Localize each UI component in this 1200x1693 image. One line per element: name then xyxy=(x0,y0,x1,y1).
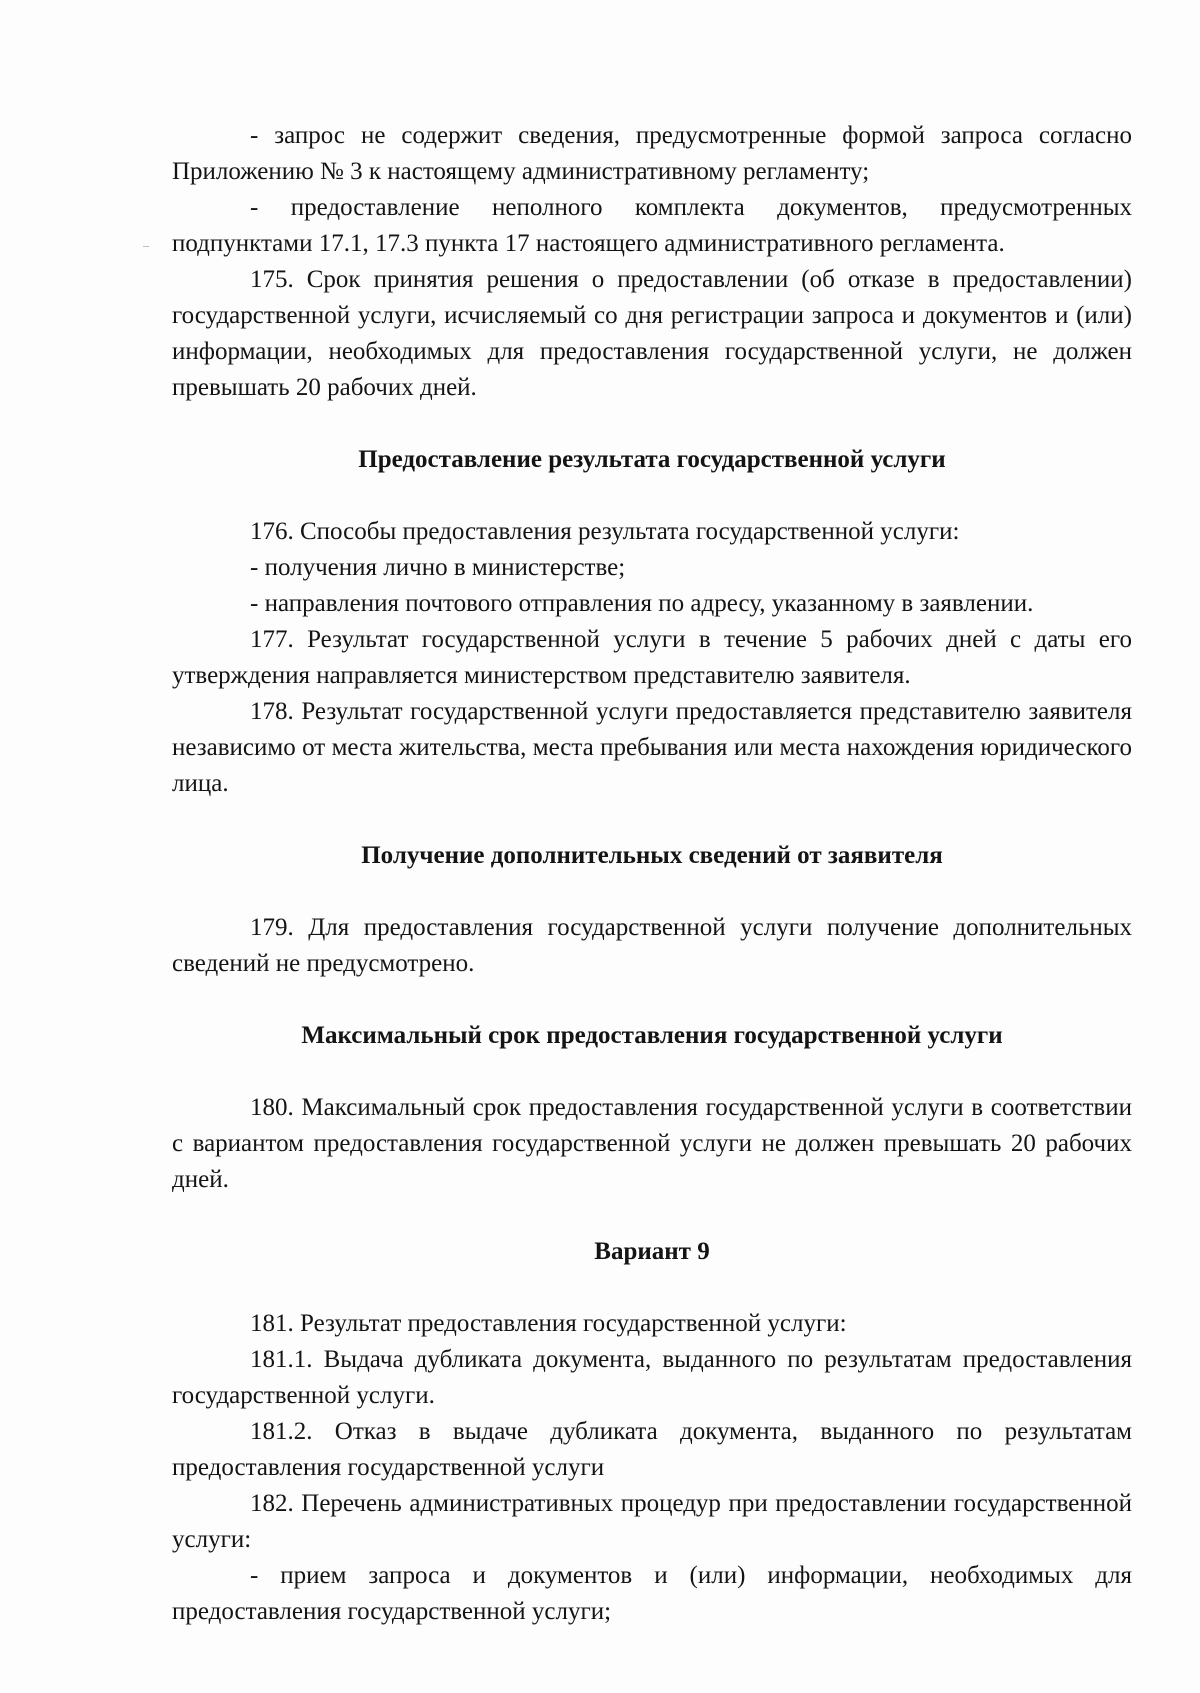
paragraph: - получения лично в министерстве; xyxy=(250,554,626,581)
paragraph: 176. Способы предоставления результата государственной услуги: xyxy=(250,518,960,545)
paragraph: - прием запроса и документов и (или) информации, необходимых для предоставления государственной услуги; xyxy=(172,1562,1132,1625)
paragraph: - запрос не содержит сведения, предусмотренные формой запроса согласно Приложению № 3 к настоящему административному регламенту; xyxy=(172,122,1132,185)
scan-mark xyxy=(143,246,149,247)
section-heading: Вариант 9 xyxy=(594,1238,710,1265)
section-heading: Получение дополнительных сведений от заявителя xyxy=(361,842,943,869)
paragraph: 179. Для предоставления государственной услуги получение дополнительных сведений не предусмотрено. xyxy=(172,914,1132,977)
paragraph: - предоставление неполного комплекта документов, предусмотренных подпунктами 17.1, 17.3 пункта 17 настоящего административного регламента. xyxy=(172,194,1132,257)
paragraph: 177. Результат государственной услуги в течение 5 рабочих дней с даты его утверждения направляется министерством представителю заявителя. xyxy=(172,626,1132,689)
paragraph: - направления почтового отправления по адресу, указанному в заявлении. xyxy=(250,590,1034,617)
paragraph: 181. Результат предоставления государственной услуги: xyxy=(250,1310,847,1337)
section-heading: Максимальный срок предоставления государственной услуги xyxy=(301,1022,1003,1049)
paragraph: 182. Перечень административных процедур при предоставлении государственной услуги: xyxy=(172,1490,1132,1553)
paragraph: 181.2. Отказ в выдаче дубликата документа, выданного по результатам предоставления государственной услуги xyxy=(172,1418,1132,1481)
paragraph: 175. Срок принятия решения о предоставлении (об отказе в предоставлении) государственной услуги, исчисляемый со дня регистрации запроса и документов и (или) информации, необходимых для предоставления государственной услуги, не должен превышать 20 рабочих дней. xyxy=(172,266,1132,401)
document-body xyxy=(172,118,1132,1630)
paragraph: 178. Результат государственной услуги предоставляется представителю заявителя независимо от места жительства, места пребывания или места нахождения юридического лица. xyxy=(172,698,1132,797)
section-heading: Предоставление результата государственной услуги xyxy=(358,446,946,473)
paragraph: 180. Максимальный срок предоставления государственной услуги в соответствии с вариантом предоставления государственной услуги не должен превышать 20 рабочих дней. xyxy=(172,1094,1132,1193)
paragraph: 181.1. Выдача дубликата документа, выданного по результатам предоставления государственной услуги. xyxy=(172,1346,1132,1409)
